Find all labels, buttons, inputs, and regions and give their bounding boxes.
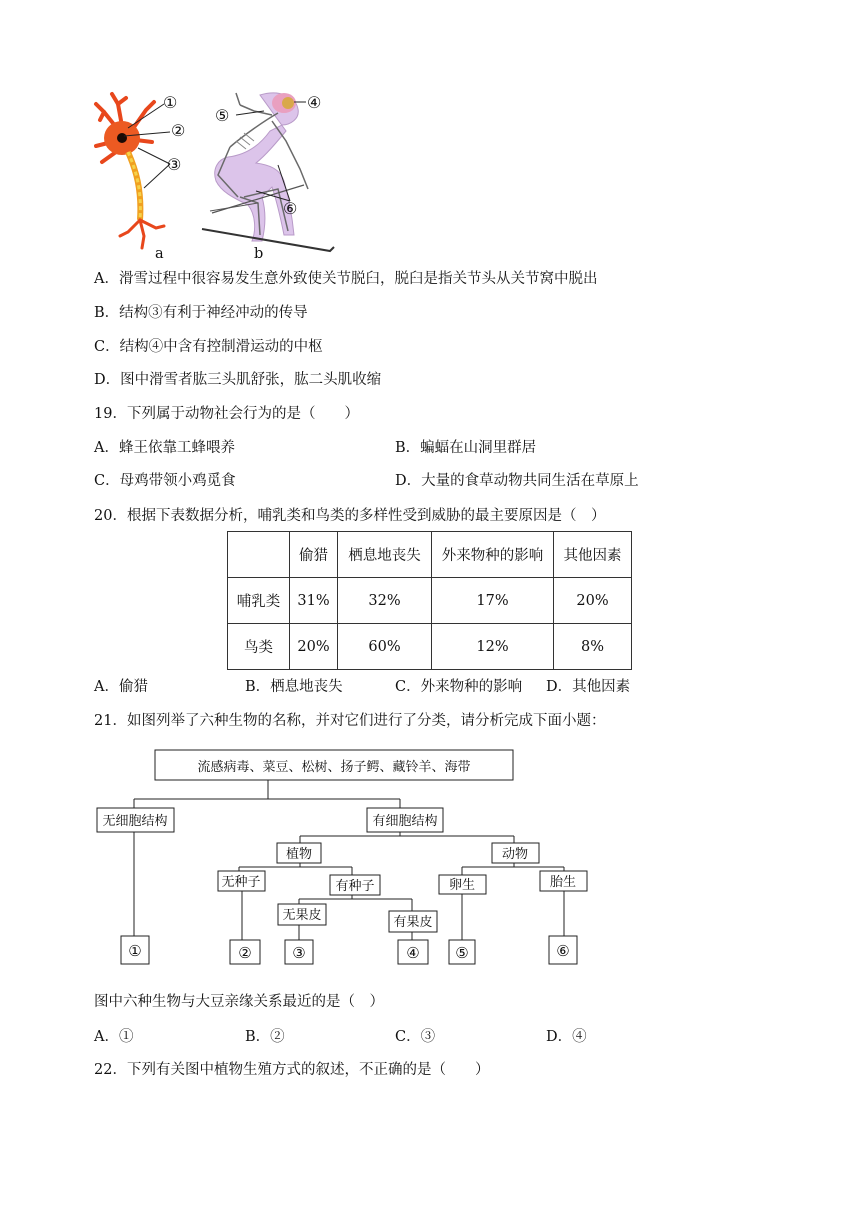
q20-option-c: C．外来物种的影响 xyxy=(395,679,523,695)
marker-5: ⑤ xyxy=(215,106,230,125)
marker-6: ⑥ xyxy=(283,199,298,218)
tree-leaf-4: ④ xyxy=(406,944,420,962)
table-cell: 32% xyxy=(338,578,432,624)
q18-option-d: D．图中滑雪者肱三头肌舒张，肱二头肌收缩 xyxy=(94,372,382,388)
table-header-row xyxy=(228,532,632,578)
q18-option-b: B．结构③有利于神经冲动的传导 xyxy=(94,305,308,321)
tree-no-peel-label: 无果皮 xyxy=(282,908,322,923)
neuron-figure xyxy=(92,90,192,260)
table-cell: 20% xyxy=(554,578,632,624)
q19-option-a: A．蜂王依靠工蜂喂养 xyxy=(94,440,235,456)
table-cell: 哺乳类 xyxy=(228,578,290,624)
marker-2: ② xyxy=(171,121,186,140)
q18-option-c: C．结构④中含有控制滑运动的中枢 xyxy=(94,339,323,355)
q21-option-b: B．② xyxy=(245,1029,285,1045)
tree-no-cell-label: 无细胞结构 xyxy=(102,814,168,829)
table-cell: 12% xyxy=(432,624,554,670)
q21-option-a: A．① xyxy=(94,1029,134,1045)
tree-seed-label: 有种子 xyxy=(335,879,375,894)
table-header-cell: 偷猎 xyxy=(290,532,338,578)
tree-leaf-2: ② xyxy=(238,944,252,962)
tree-leaf-6: ⑥ xyxy=(556,942,570,960)
tree-cell-label: 有细胞结构 xyxy=(372,814,438,829)
marker-1: ① xyxy=(163,93,178,112)
q21-stem: 21．如图列举了六种生物的名称，并对它们进行了分类，请分析完成下面小题： xyxy=(94,713,606,729)
figure-a-label: a xyxy=(155,246,164,262)
tree-peel-label: 有果皮 xyxy=(393,915,433,930)
tree-no-seed-label: 无种子 xyxy=(221,875,261,890)
table-header-cell xyxy=(228,532,290,578)
q20-option-d: D．其他因素 xyxy=(546,679,631,695)
marker-4: ④ xyxy=(307,93,322,112)
table-cell: 31% xyxy=(290,578,338,624)
q21-option-c: C．③ xyxy=(395,1029,436,1045)
q21-sub-stem: 图中六种生物与大豆亲缘关系最近的是（ ） xyxy=(94,994,384,1010)
tree-root-label: 流感病毒、菜豆、松树、扬子鳄、藏铃羊、海带 xyxy=(197,760,471,775)
q21-option-d: D．④ xyxy=(546,1029,587,1045)
q22-stem: 22．下列有关图中植物生殖方式的叙述，不正确的是（ ） xyxy=(94,1062,490,1078)
table-header-cell: 外来物种的影响 xyxy=(432,532,554,578)
table-cell: 鸟类 xyxy=(228,624,290,670)
table-row xyxy=(228,578,632,624)
marker-3: ③ xyxy=(167,155,182,174)
q20-stem: 20．根据下表数据分析，哺乳类和鸟类的多样性受到威胁的最主要原因是（ ） xyxy=(94,508,606,524)
q20-option-a: A．偷猎 xyxy=(94,679,148,695)
table-cell: 60% xyxy=(338,624,432,670)
threat-data-table xyxy=(227,531,632,670)
q19-option-b: B．蝙蝠在山洞里群居 xyxy=(395,440,537,456)
table-row xyxy=(228,624,632,670)
classification-tree xyxy=(94,747,594,972)
table-cell: 17% xyxy=(432,578,554,624)
q19-option-c: C．母鸡带领小鸡觅食 xyxy=(94,473,236,489)
q19-stem: 19．下列属于动物社会行为的是（ ） xyxy=(94,406,359,422)
table-cell: 8% xyxy=(554,624,632,670)
q19-option-d: D．大量的食草动物共同生活在草原上 xyxy=(395,473,639,489)
tree-animal-label: 动物 xyxy=(501,847,529,862)
table-header-cell: 其他因素 xyxy=(554,532,632,578)
tree-plant-label: 植物 xyxy=(285,847,313,862)
table-cell: 20% xyxy=(290,624,338,670)
table-header-cell: 栖息地丧失 xyxy=(338,532,432,578)
tree-leaf-1: ① xyxy=(128,942,142,960)
figure-b-label: b xyxy=(254,246,264,262)
tree-leaf-3: ③ xyxy=(292,944,306,962)
q20-option-b: B．栖息地丧失 xyxy=(245,679,343,695)
tree-oviparous-label: 卵生 xyxy=(448,878,476,893)
tree-viviparous-label: 胎生 xyxy=(549,875,577,890)
tree-leaf-5: ⑤ xyxy=(455,944,469,962)
q18-option-a: A．滑雪过程中很容易发生意外致使关节脱臼，脱臼是指关节头从关节窝中脱出 xyxy=(94,271,598,287)
